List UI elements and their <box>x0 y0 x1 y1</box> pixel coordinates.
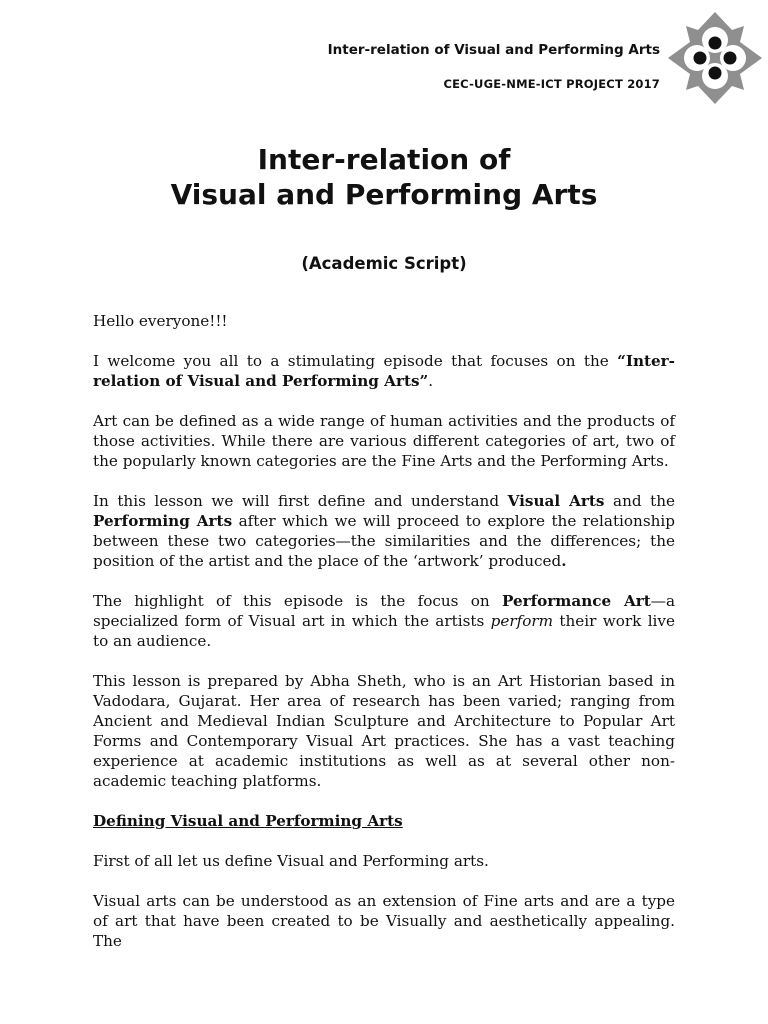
art-definition-paragraph: Art can be defined as a wide range of human activities and the products of those activities. While there are various different categories of art, two of the popularly known categories are the Fine Arts and the Performing Arts. <box>93 412 675 470</box>
header-title: Inter-relation of Visual and Performing Arts <box>327 42 660 58</box>
text-span: The highlight of this episode is the focus on <box>93 592 502 610</box>
text-span: after which we will proceed to explore the relationship between these two categories—the similarities and the differences; the position of the artist and the place of the ‘artwork’ produced <box>93 512 675 570</box>
greeting-paragraph: Hello everyone!!! <box>93 312 228 330</box>
project-logo-icon <box>668 12 762 104</box>
bold-span: Performing Arts <box>93 512 233 530</box>
text-span: I welcome you all to a stimulating episode that focuses on the <box>93 352 618 370</box>
lesson-plan-paragraph <box>93 491 675 571</box>
bold-span: . <box>561 552 567 570</box>
text-span: In this lesson we will first define and understand <box>93 492 508 510</box>
welcome-paragraph <box>93 351 675 391</box>
document-title <box>0 142 768 212</box>
highlight-paragraph <box>93 591 675 651</box>
document-subtitle: (Academic Script) <box>301 254 467 273</box>
text-span: their work live to an audience. <box>93 612 675 650</box>
bold-span: Performance Art <box>501 592 651 610</box>
visual-arts-paragraph: Visual arts can be understood as an extension of Fine arts and are a type of art that have been created to be Visually and aesthetically appealing. The <box>93 892 675 950</box>
text-span: . <box>428 372 434 390</box>
document-title-line-2: Visual and Performing Arts <box>170 178 598 211</box>
author-paragraph: This lesson is prepared by Abha Sheth, who is an Art Historian based in Vadodara, Gujarat. Her area of research has been varied; ranging from Ancient and Medieval Indian Sculpture and Architecture to Popular Art Forms and Contemporary Visual Art practices. She has a vast teaching experience at academic institutions as well as at several other non-academic teaching platforms. <box>93 672 675 790</box>
define-intro-paragraph: First of all let us define Visual and Performing arts. <box>93 852 489 870</box>
bold-span: Visual Arts <box>507 492 605 510</box>
section-heading: Defining Visual and Performing Arts <box>93 812 403 830</box>
bold-span: “Inter-relation of Visual and Performing Arts” <box>93 352 675 390</box>
header-project-label: CEC-UGE-NME-ICT PROJECT 2017 <box>443 77 660 91</box>
text-span: —a specialized form of Visual art in which the artists <box>93 592 675 630</box>
page-header <box>0 0 768 110</box>
text-span: and the <box>604 492 675 510</box>
document-title-line-1: Inter-relation of <box>257 143 511 176</box>
italic-span: perform <box>490 612 554 630</box>
document-body <box>93 311 675 971</box>
